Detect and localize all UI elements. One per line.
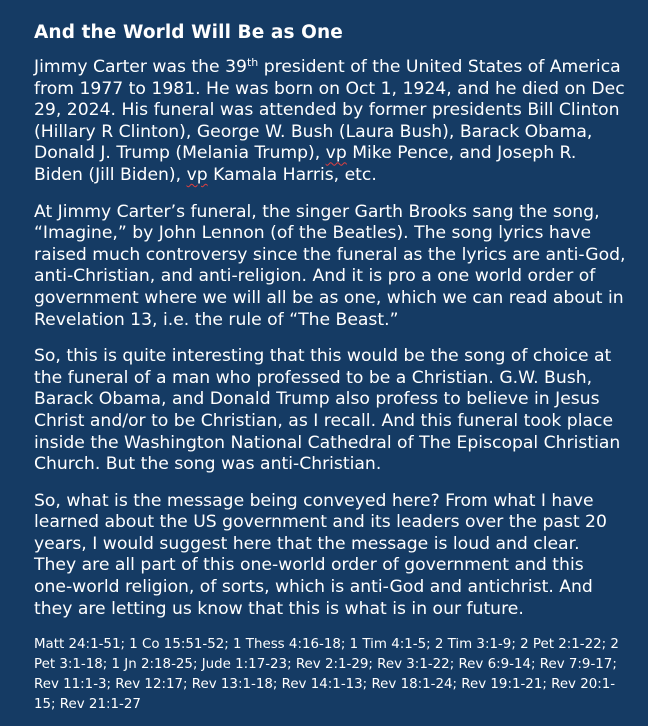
spellcheck-word-vp: vp xyxy=(325,143,347,164)
paragraph-4: So, what is the message being conveyed here? From what I have learned about the US government and its leaders over the past 20 years, I would suggest here that the message is loud and clear. They are all part of this one-world order of government and this one-world religion, of sorts, which is anti-God and antichrist. And they are letting us know that this is what is in our future. xyxy=(34,490,607,619)
paragraph-1-text-d: Kamala Harris, etc. xyxy=(207,164,377,185)
scripture-references: Matt 24:1-51; 1 Co 15:51-52; 1 Thess 4:16-18; 1 Tim 4:1-5; 2 Tim 3:1-9; 2 Pet 2:1-22; 2 Pet 3:1-18; 1 Jn 2:18-25; Jude 1:17-23; Rev 2:1-29; Rev 3:1-22; Rev 6:9-14; Rev 7:9-17; Rev 11:1-3; Rev 12:17; Rev 13:1-18; Rev 14:1-13; Rev 18:1-24; Rev 19:1-21; Rev 20:1-15; Rev 21:1-27 xyxy=(34,637,619,712)
ordinal-suffix: th xyxy=(246,56,259,69)
paragraph-2: At Jimmy Carter’s funeral, the singer Garth Brooks sang the song, “Imagine,” by John Lennon (of the Beatles). The song lyrics have raised much controversy since the funeral as the lyrics are anti-God, anti-Christian, and anti-religion. And it is pro a one world order of government where we will all be as one, which we can read about in Revelation 13, i.e. the rule of “The Beast.” xyxy=(34,201,626,330)
paragraph-1-text-a: Jimmy Carter was the 39 xyxy=(34,57,247,77)
paragraph-1-text-b: president of the United States of America from 1977 to 1981. He was born on Oct 1, 1924, and he died on Dec 29, 2024. His funeral was attended by former presidents Bill Clinton (Hillary R Clinton), George W. Bush (Laura Bush), Barack Obama, Donald J. Trump (Melania Trump), xyxy=(34,57,625,164)
article-title: And the World Will Be as One xyxy=(34,22,343,43)
spellcheck-word-vp: vp xyxy=(186,164,208,185)
paragraph-3: So, this is quite interesting that this would be the song of choice at the funeral of a man who professed to be a Christian. G.W. Bush, Barack Obama, and Donald Trump also profess to believe in Jesus Christ and/or to be Christian, as I recall. And this funeral took place inside the Washington National Cathedral of The Episcopal Christian Church. But the song was anti-Christian. xyxy=(34,346,621,475)
paragraph-1-text-c: Mike Pence, and Joseph R. Biden (Jill Biden), xyxy=(34,143,577,185)
paragraph-1 xyxy=(34,57,626,187)
